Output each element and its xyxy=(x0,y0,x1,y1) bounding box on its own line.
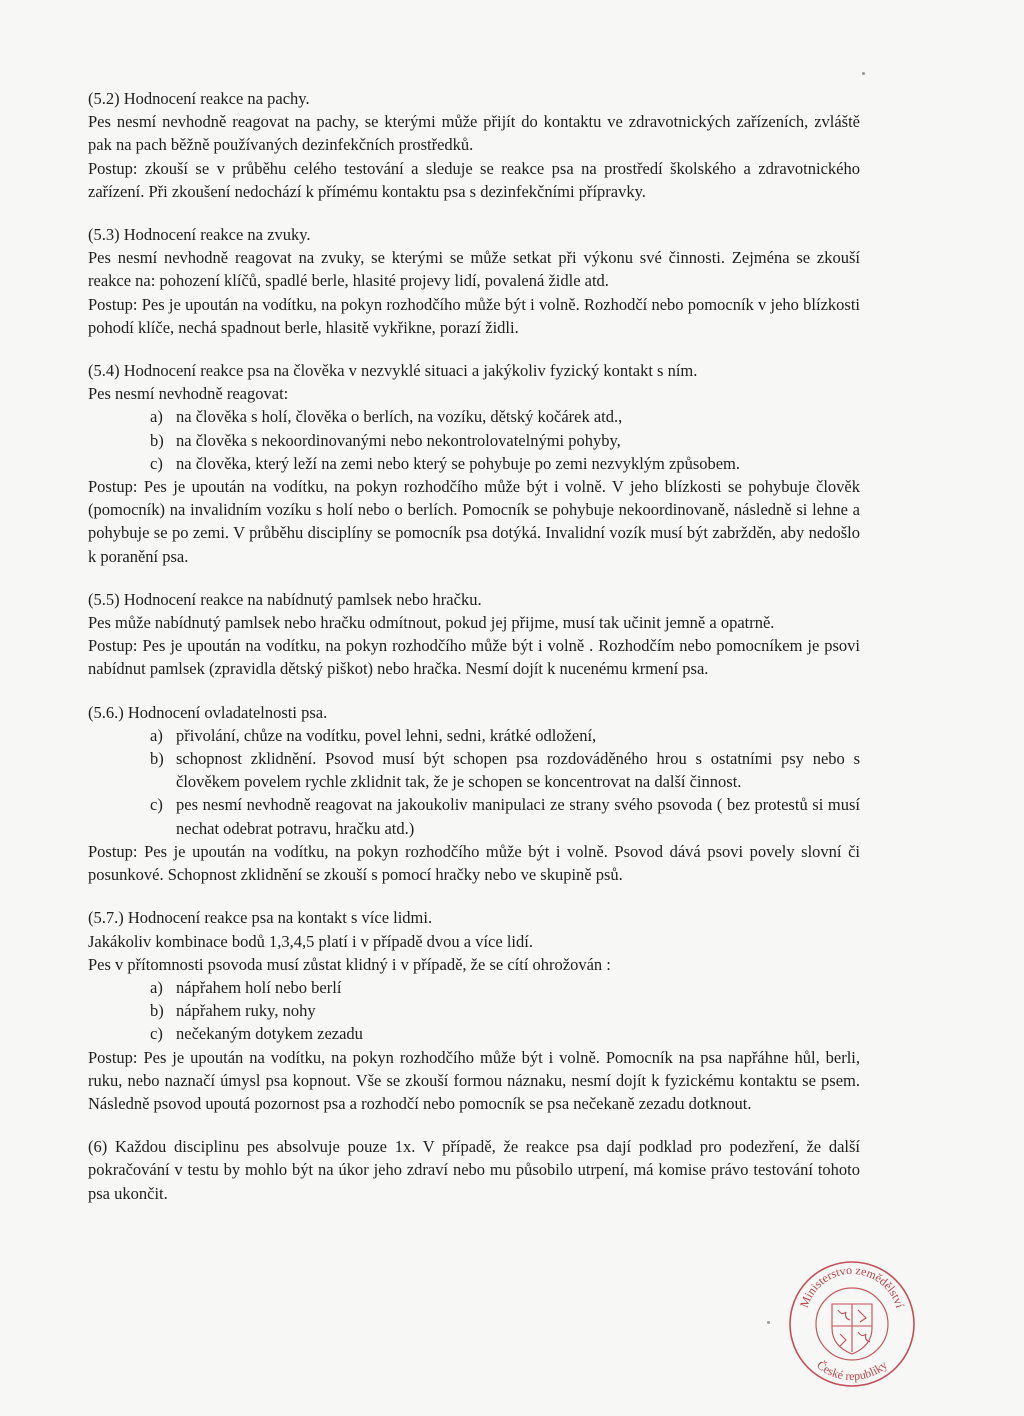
list-item-text: na člověka, který leží na zemi nebo který se pohybuje po zemi nezvyklým způsobem. xyxy=(176,453,741,473)
list-item xyxy=(88,724,860,747)
list-marker: c) xyxy=(150,453,163,473)
section-5-4 xyxy=(88,359,860,568)
list-marker: b) xyxy=(150,1001,164,1021)
criteria-list xyxy=(88,405,860,475)
procedure-paragraph: Postup: Pes je upoután na vodítku, na pokyn rozhodčího může být i volně. Rozhodčí nebo pomocník v jeho blízkosti pohodí klíče, nechá spadnout berle, hlasitě vykřikne, porazí židli. xyxy=(88,294,860,337)
section-paragraph: Pes může nabídnutý pamlsek nebo hračku odmítnout, pokud jej přijme, musí tak učinit jemně a opatrně. xyxy=(88,613,775,633)
coat-of-arms-icon xyxy=(832,1304,872,1354)
section-heading: (5.6.) Hodnocení ovladatelnosti psa. xyxy=(88,702,328,722)
procedure-paragraph: Postup: zkouší se v průběhu celého testování a sleduje se reakce psa na prostředí školského a zdravotnického zařízení. Při zkoušení nedochází k přímému kontaktu psa s dezinfekčními přípravky. xyxy=(88,158,860,201)
list-item xyxy=(88,452,860,475)
section-paragraph: Pes nesmí nevhodně reagovat na zvuky, se kterými se může setkat při výkonu své činnosti. Zejména se zkouší reakce na: pohození klíčů, spadlé berle, hlasité projevy lidí, povalená židle atd. xyxy=(88,248,860,291)
procedure-paragraph: Postup: Pes je upoután na vodítku, na pokyn rozhodčího může být i volně. Psovod dává psovi povely slovní či posunkové. Schopnost zklidnění se zkouší s pomocí hračky nebo ve skupině psů. xyxy=(88,841,860,885)
list-marker: c) xyxy=(150,795,163,815)
section-5-2 xyxy=(88,87,860,203)
list-item-text: schopnost zklidnění. Psovod musí být schopen psa rozdováděného hrou s ostatními psy nebo s člověkem povelem rychle zklidnit tak, že je schopen se koncentrovat na další činnost. xyxy=(176,749,860,792)
scan-speck xyxy=(767,1321,770,1324)
section-intro: Pes nesmí nevhodně reagovat: xyxy=(88,384,289,404)
list-marker: b) xyxy=(150,749,164,769)
list-marker: c) xyxy=(150,1024,163,1044)
stamp-text-bottom: České republiky xyxy=(814,1357,890,1384)
list-item-text: přivolání, chůze na vodítku, povel lehni, sedni, krátké odložení, xyxy=(176,725,597,745)
criteria-list xyxy=(88,724,860,840)
list-item-text: nápřahem ruky, nohy xyxy=(176,1001,316,1021)
document-body xyxy=(88,87,860,1205)
list-item xyxy=(88,976,860,999)
list-item-text: nečekaným dotykem zezadu xyxy=(176,1024,363,1044)
section-6 xyxy=(88,1135,860,1205)
list-marker: a) xyxy=(150,407,163,427)
section-5-5 xyxy=(88,588,860,681)
section-paragraph: (6) Každou disciplinu pes absolvuje pouze 1x. V případě, že reakce psa dají podklad pro podezření, že další pokračování v testu by mohlo být na úkor jeho zdraví nebo mu působilo utrpení, má komise právo testování tohoto psa ukončit. xyxy=(88,1137,860,1203)
section-5-3 xyxy=(88,223,860,339)
svg-text:Ministerstvo zemědělství xyxy=(797,1263,907,1310)
procedure-paragraph: Postup: Pes je upoután na vodítku, na pokyn rozhodčího může být i volně. Pomocník na psa napřáhne hůl, berli, ruku, nebo naznačí úmysl psa kopnout. Vše se zkouší formou náznaku, nesmí dojít k fyzickému kontaktu se psem. Následně psovod upoutá pozornost psa a rozhodčí nebo pomocník se psa nečekaně zezadu dotknout. xyxy=(88,1047,860,1113)
section-heading: (5.4) Hodnocení reakce psa na člověka v nezvyklé situaci a jakýkoliv fyzický kontakt s ním. xyxy=(88,361,698,381)
section-intro: Pes v přítomnosti psovoda musí zůstat klidný i v případě, že se cítí ohrožován : xyxy=(88,954,611,974)
list-item xyxy=(88,999,860,1022)
criteria-list xyxy=(88,976,860,1046)
section-heading: (5.5) Hodnocení reakce na nabídnutý pamlsek nebo hračku. xyxy=(88,589,482,609)
procedure-paragraph: Postup: Pes je upoután na vodítku, na pokyn rozhodčího může být i volně. V jeho blízkosti se pohybuje člověk (pomocník) na invalidním vozíku s holí nebo o berlích. Pomocník se pohybuje nekoordinovaně, následně si lehne a pohybuje se po zemi. V průběhu disciplíny se pomocník psa dotýká. Invalidní vozík musí být zabržděn, aby nedošlo k poranění psa. xyxy=(88,477,860,566)
stamp-text-top: Ministerstvo zemědělství xyxy=(796,1262,908,1310)
list-marker: a) xyxy=(150,977,163,997)
list-item xyxy=(88,793,860,839)
section-paragraph: Pes nesmí nevhodně reagovat na pachy, se kterými může přijít do kontaktu ve zdravotnických zařízeních, zvláště pak na pach běžně používaných dezinfekčních prostředků. xyxy=(88,112,860,155)
list-item xyxy=(88,429,860,452)
section-intro: Jakákoliv kombinace bodů 1,3,4,5 platí i v případě dvou a více lidí. xyxy=(88,931,533,951)
section-5-6 xyxy=(88,701,860,887)
section-heading: (5.7.) Hodnocení reakce psa na kontakt s více lidmi. xyxy=(88,908,433,928)
scan-speck xyxy=(862,72,865,75)
official-stamp xyxy=(784,1222,918,1412)
list-marker: b) xyxy=(150,430,164,450)
list-item xyxy=(88,747,860,793)
section-5-7 xyxy=(88,906,860,1115)
list-item-text: na člověka s nekoordinovanými nebo nekontrolovatelnými pohyby, xyxy=(176,430,621,450)
list-item-text: pes nesmí nevhodně reagovat na jakoukoliv manipulaci ze strany svého psovoda ( bez protestů si musí nechat odebrat potravu, hračku atd.) xyxy=(176,795,860,838)
list-item xyxy=(88,1022,860,1045)
list-item xyxy=(88,405,860,428)
section-heading: (5.2) Hodnocení reakce na pachy. xyxy=(88,89,310,108)
list-marker: a) xyxy=(150,725,163,745)
list-item-text: na člověka s holí, člověka o berlích, na vozíku, dětský kočárek atd., xyxy=(176,407,623,427)
list-item-text: nápřahem holí nebo berlí xyxy=(176,977,342,997)
procedure-paragraph: Postup: Pes je upoután na vodítku, na pokyn rozhodčího může být i volně . Rozhodčím nebo pomocníkem je psovi nabídnut pamlsek (zpravidla dětský piškot) nebo hračka. Nesmí dojít k nucenému krmení psa. xyxy=(88,636,860,679)
section-heading: (5.3) Hodnocení reakce na zvuky. xyxy=(88,225,311,245)
